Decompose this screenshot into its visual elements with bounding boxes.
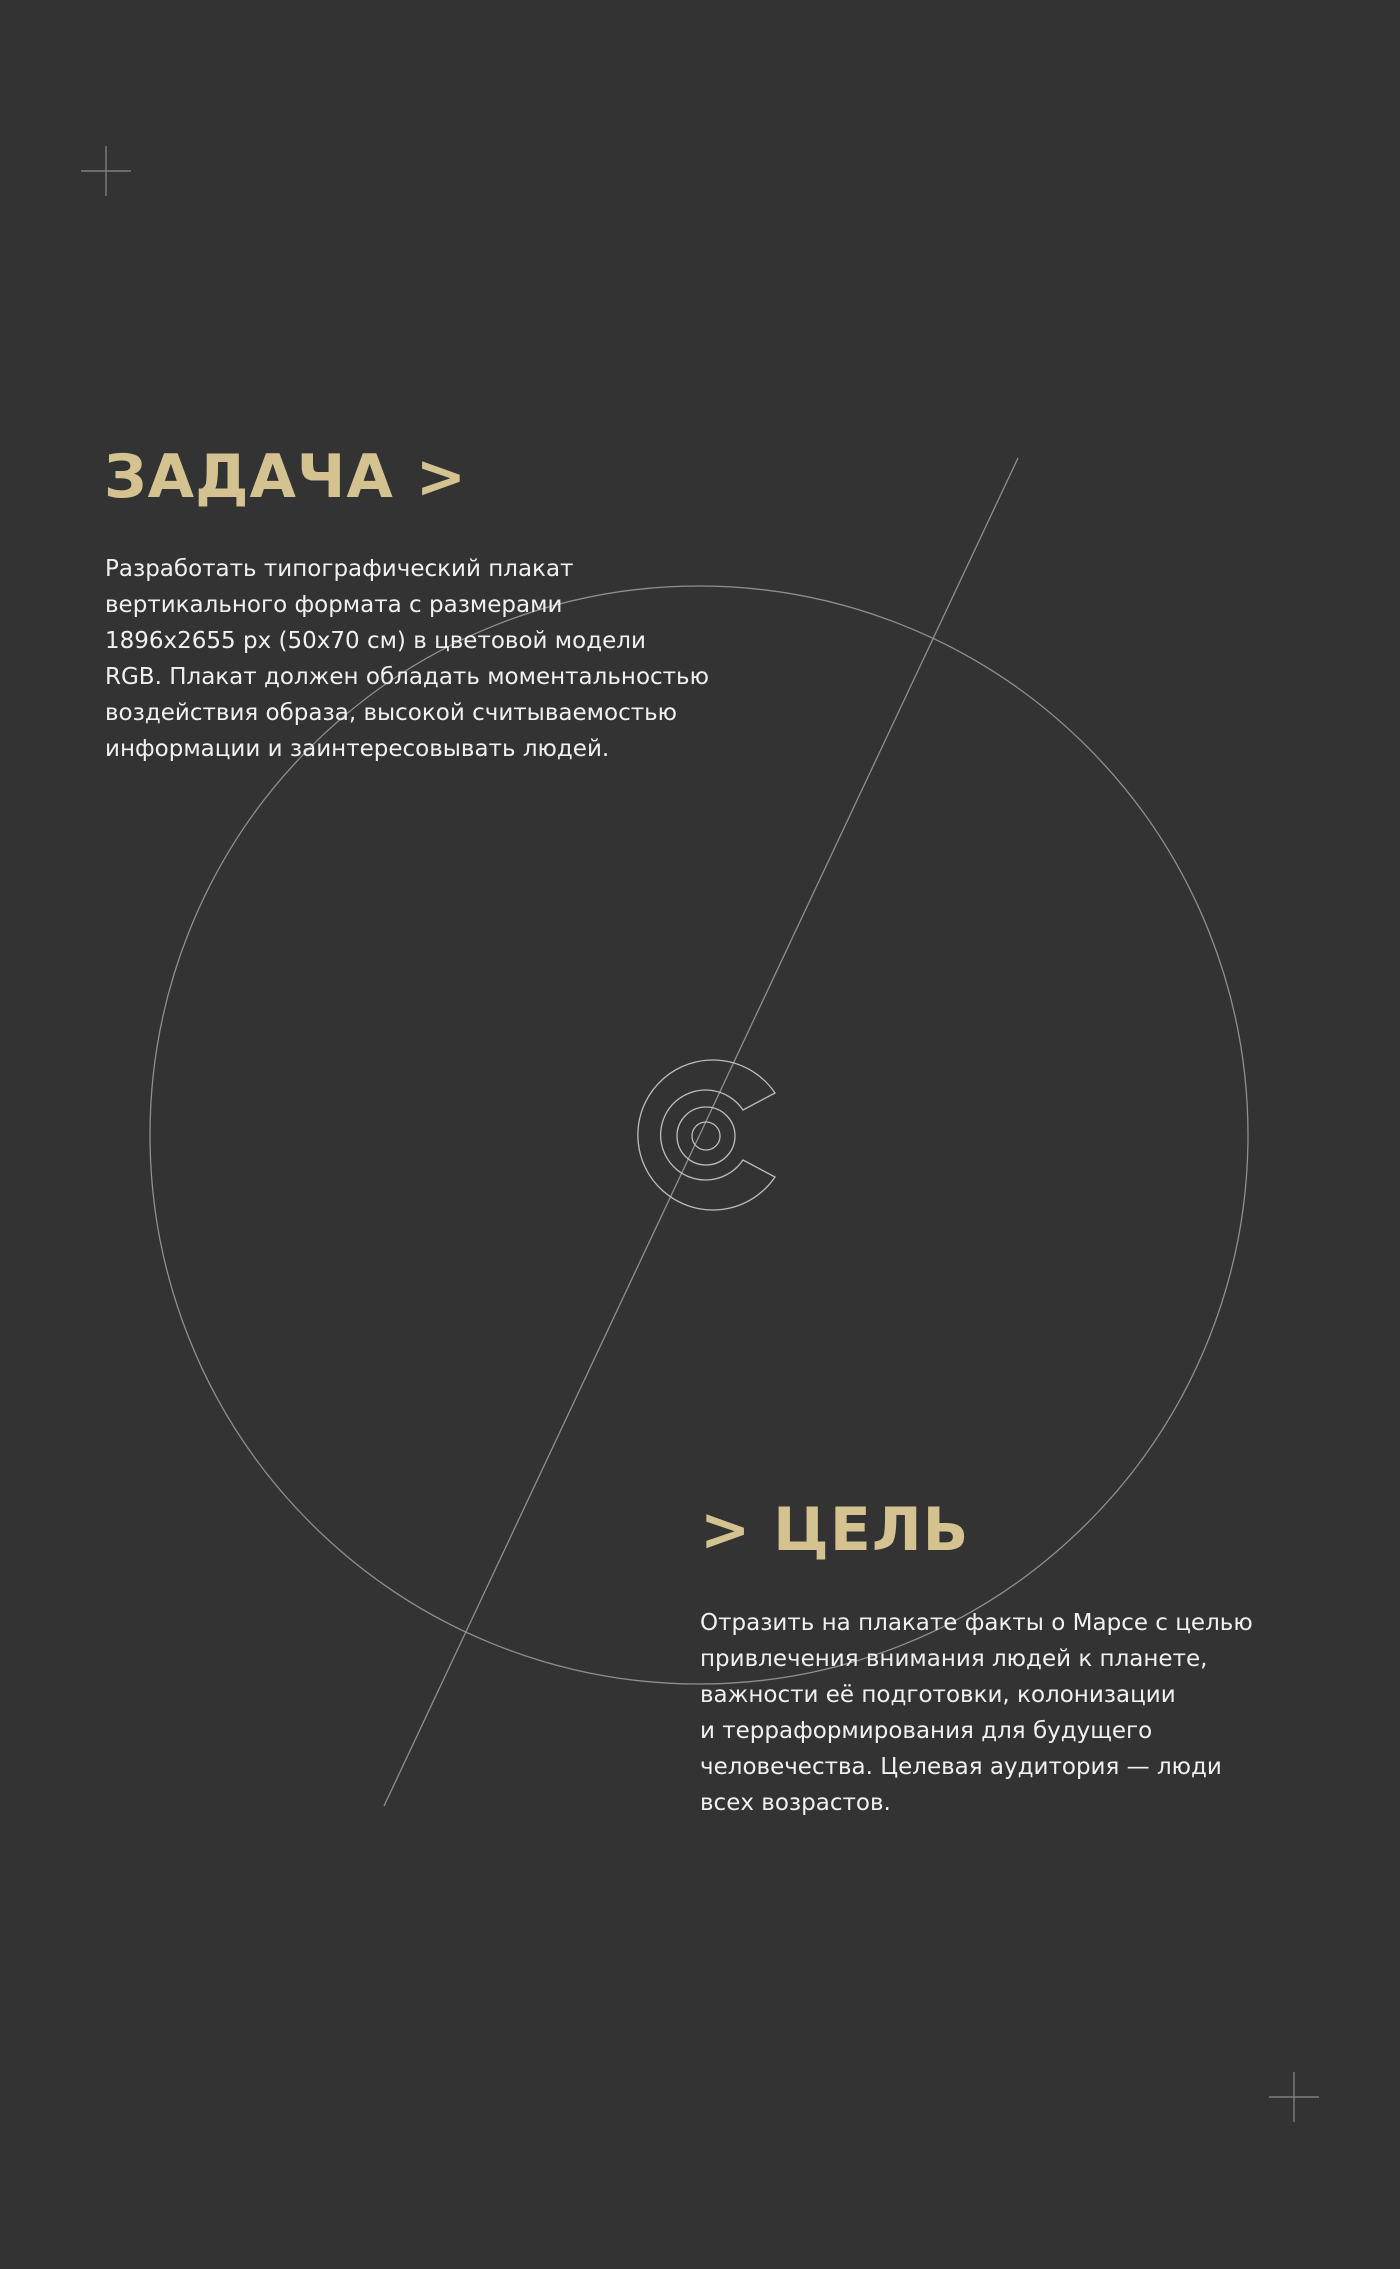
task-description-line: RGB. Плакат должен обладать моментальностью (105, 664, 709, 690)
goal-description-line: человечества. Целевая аудитория — люди (700, 1754, 1222, 1780)
goal-description-line: важности её подготовки, колонизации (700, 1682, 1176, 1708)
task-heading: ЗАДАЧА > (104, 442, 468, 512)
task-description-line: вертикального формата с размерами (105, 592, 563, 618)
goal-heading: > ЦЕЛЬ (700, 1495, 970, 1565)
crosshair-icon (1269, 2072, 1319, 2122)
goal-description-line: Отразить на плакате факты о Марсе с целью (700, 1610, 1253, 1636)
task-description-line: информации и заинтересовывать людей. (105, 736, 610, 762)
task-description-line: 1896х2655 px (50x70 см) в цветовой модели (105, 628, 646, 654)
task-description-line: воздействия образа, высокой считываемостью (105, 700, 678, 726)
c-logo-icon (638, 1060, 775, 1210)
task-description-line: Разработать типографический плакат (105, 556, 574, 582)
task-description (105, 551, 745, 767)
goal-description-line: привлечения внимания людей к планете, (700, 1646, 1208, 1672)
goal-description-line: всех возрастов. (700, 1790, 891, 1816)
goal-description-line: и терраформирования для будущего (700, 1718, 1153, 1744)
goal-description (700, 1605, 1340, 1821)
crosshair-icon (81, 146, 131, 196)
